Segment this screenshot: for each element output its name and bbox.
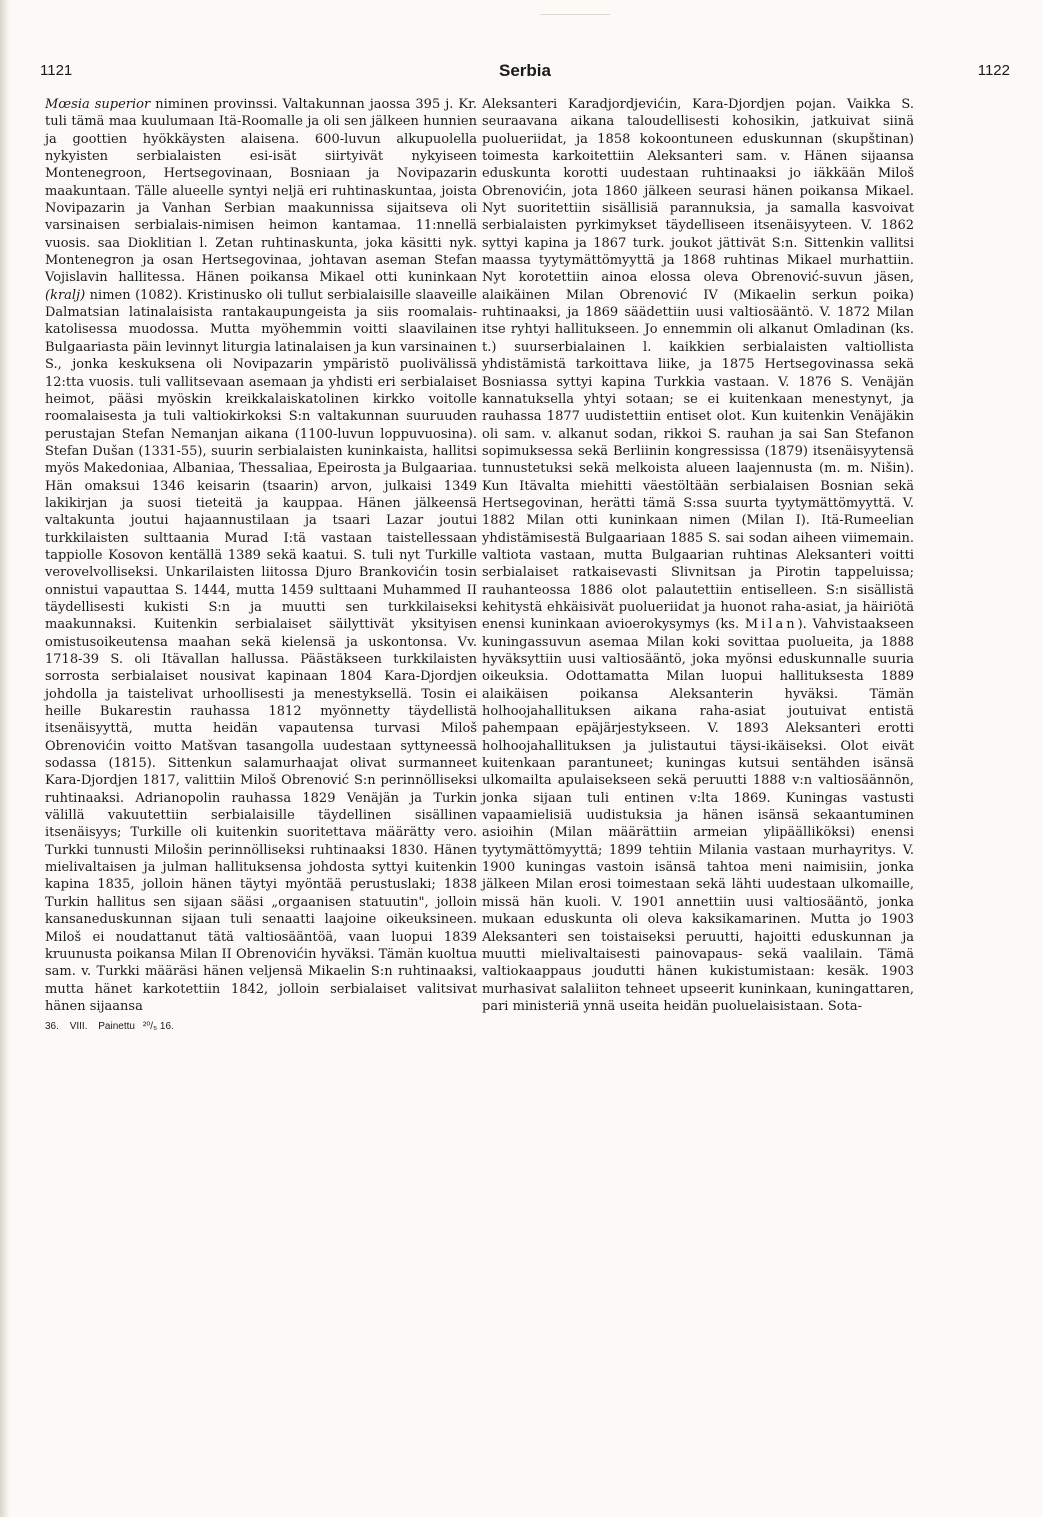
milan-cross-reference: Milan [744, 617, 798, 633]
left-column [45, 96, 477, 1034]
print-footer [45, 1020, 477, 1034]
running-title: Serbia [499, 61, 551, 80]
left-text-part-2: nimen (1082). Kristinusko oli tullut serbialaisille slaaveille Dalmatsian latinalaisista rantakaupungeista ja siis roomalais-katolisessa muodossa. Mutta myöhemmin voitti slaavilainen Bulgaariasta päin levinnyt liturgia latinalaisen ja kun varsinainen S., jonka keskuksena oli Novipazarin ympäristö puolivälissä 12:tta vuosis. tuli vallitsevaan asemaan ja yhdisti eri serbialaiset heimot, pääsi myöskin kreikkalaiskatolinen kirkko voitolle roomalaisesta ja tuli valtiokirkoksi S:n valtakunnan suuruuden perustajan Stefan Nemanjan aikana (1100-luvun loppuvuosina). Stefan Dušan (1331-55), suurin serbialaisten kuninkaista, hallitsi myös Makedoniaa, Albaniaa, Thessaliaa, Epeirosta ja Bulgaariaa. Hän omaksui 1346 keisarin (tsaarin) arvon, julkaisi 1349 lakikirjan ja suosi tieteitä ja kauppaa. Hänen jälkeensä valtakunta joutui hajaannustilaan ja tsaari Lazar joutui turkkilaisten sulttaania Murad I:tä vastaan taistellessaan tappiolle Kosovon kentällä 1389 sekä kaatui. S. tuli nyt Turkille verovelvolliseksi. Unkarilaisten liitossa Djuro Brankovićin tosin onnistui vapauttaa S. 1444, mutta 1459 sulttaani Muhammed II täydellisesti kukisti S:n ja muutti sen turkkilaiseksi maakunnaksi. Kuitenkin serbialaiset säilyttivät yksityisen omistusoikeutensa maahan sekä kielensä ja uskontonsa. Vv. 1718-39 S. oli Itävallan hallussa. Päästäkseen turkkilaisten sorrosta serbialaiset nousivat kapinaan 1804 Kara-Djordjen johdolla ja taistelivat urhoollisesti ja menestyksellä. Tosin ei heille Bukarestin rauhassa 1812 myönnetty täydellistä itsenäisyyttä, mutta heidän vapautensa turvasi Miloš Obrenovićin voitto Matšvan tasangolla uudestaan syttyneessä sodassa (1815). Sittenkun salamurhaajat olivat surmanneet Kara-Djordjen 1817, valittiin Miloš Obrenović S:n perinnölliseksi ruhtinaaksi. Adrianopolin rauhassa 1829 Venäjän ja Turkin välillä vakuutettiin serbialaisille täydellinen sisällinen itsenäisyys; Turkille oli kuitenkin suoritettava määrätty vero. Turkki tunnusti Milošin perinnölliseksi ruhtinaaksi 1830. Hänen mielivaltaisen ja julman hallituksensa johdosta syttyi kuitenkin kapina 1835, jolloin hänen täytyi myöntää perustuslaki; 1838 Turkin hallitus sen sijaan sääsi „orgaanisen statuutin", jolloin kansaneduskunnan sijaan tuli senaatti laajoine oikeuksineen. Miloš ei noudattanut tätä valtiosääntöä, vaan luopui 1839 kruunusta poikansa Milan II Obrenovićin hyväksi. Tämän kuoltua sam. v. Turkki määräsi hänen veljensä Mikaelin S:n ruhtinaaksi, mutta hänet karkotettiin 1842, jolloin serbialaiset valitsivat hänen sijaansa [45, 287, 477, 1014]
volume-number: VIII. [69, 1021, 88, 1033]
printed-label: Painettu [98, 1021, 135, 1033]
right-page-number: 1122 [977, 62, 1010, 79]
sheet-number: 36. [45, 1021, 59, 1033]
latin-province-name: Mœsia superior [45, 97, 151, 112]
left-text-part-1: niminen provinssi. Valtakunnan jaossa 395 j. Kr. tuli tämä maa kuulumaan Itä-Roomalle ja oli sen jälkeen hunnien ja goottien hyökkäysten alaisena. 600-luvun alkupuolella nykyisten serbialaisten esi-isät siirtyivät nykyiseen Montenegroon, Hertsegovinaan, Bosniaan ja Novipazarin maakuntaan. Tälle alueelle syntyi neljä eri ruhtinaskuntaa, joista Novipazarin ja Vanhan Serbian maakunnissa sijaitseva oli varsinaisen serbialais-nimisen heimon kantamaa. 11:nnellä vuosis. saa Dioklitian l. Zetan ruhtinaskunta, joka käsitti nyk. Montenegron ja osan Hertsegovinaa, johtavan aseman Stefan Vojislavin hallitessa. Hänen poikansa Mikael otti kuninkaan [45, 97, 477, 286]
left-page-number: 1121 [40, 62, 73, 79]
right-column [482, 96, 914, 1015]
page-header [40, 62, 1010, 86]
scan-mark [540, 14, 610, 15]
left-column-paragraph [45, 96, 477, 1015]
binding-edge [0, 0, 10, 1517]
kralj-term: (kralj) [45, 287, 86, 303]
printed-date: ²⁰/₅ 16. [142, 1021, 174, 1033]
right-text-part-1: Aleksanteri Karadjordjevićin, Kara-Djordjen pojan. Vaikka S. seuraavana aikana taloudellisesti kohosikin, jatkuivat siinä puolueriidat, ja 1858 kokoontuneen eduskunnan (skupštinan) toimesta karkoitettiin Aleksanteri sam. v. Hänen sijaansa eduskunta korotti uudestaan ruhtinaaksi jo iäkkään Miloš Obrenovićin, jota 1860 jälkeen seurasi hänen poikansa Mikael. Nyt suoritettiin sisällisiä parannuksia, ja samalla kasvoivat serbialaisten pyrkimykset täydelliseen itsenäisyyteen. V. 1862 syttyi kapina ja 1867 turk. joukot jättivät S:n. Sittenkin vallitsi maassa tyytymättömyyttä ja 1868 ruhtinas Mikael murhattiin. Nyt korotettiin ainoa elossa oleva Obrenović-suvun jäsen, alaikäinen Milan Obrenović IV (Mikaelin serkun poika) ruhtinaaksi, ja 1869 säädettiin uusi valtiosääntö. V. 1872 Milan itse ryhtyi hallitukseen. Jo ennemmin oli alkanut Omladinan (ks. t.) suurserbialainen l. kaikkien serbialaisten valtiollista yhdistämistä tarkoittava liike, ja 1875 Hertsegovinassa sekä Bosniassa syttyi kapina Turkkia vastaan. V. 1876 S. Venäjän kannatuksella yhtyi sotaan; se ei kuitenkaan menestynyt, ja rauhassa 1877 uudistettiin entiset olot. Kun kuitenkin Venäjäkin oli sam. v. alkanut sodan, rikkoi S. rauhan ja sai San Stefanon sopimuksessa sekä Berliinin kongressissa (1879) itsenäisyytensä tunnustetuksi sekä melkoista alueen laajennusta (m. m. Nišin). Kun Itävalta miehitti väestöltään serbialaisen Bosnian sekä Hertsegovinan, herätti tämä S:ssa suurta tyytymättömyyttä. V. 1882 Milan otti kuninkaan nimen (Milan I). Itä-Rumeelian yhdistämisestä Bulgaariaan 1885 S. sai sodan aiheen viimemain. valtiota vastaan, mutta Bulgaarian ruhtinas Aleksanteri voitti serbialaiset ratkaisevasti Slivnitsan ja Pirotin tappeluissa; rauhanteossa 1886 olot palautettiin entiselleen. S:n sisällistä kehitystä ehkäisivät puolueriidat ja huonot raha-asiat, ja häiriötä enensi kuninkaan avioerokysymys (ks. [482, 97, 914, 633]
right-column-paragraph [482, 96, 914, 1015]
right-text-part-2: ). Vahvistaakseen kuningassuvun asemaa Milan koki sovittaa puolueita, ja 1888 hyväksyttiin uusi valtiosääntö, joka myönsi eduskunnalle suuria oikeuksia. Odottamatta Milan luopui hallituksesta 1889 alaikäisen poikansa Aleksanterin hyväksi. Tämän holhoojahallituksen aikana raha-asiat joutuivat entistä pahempaan epäjärjestykseen. V. 1893 Aleksanteri erotti holhoojahallituksen ja julistautui täysi-ikäiseksi. Olot eivät kuitenkaan parantuneet; kuningas kutsui sentähden isänsä ulkomailta apulaisekseen sekä peruutti 1888 v:n valtiosäännön, jonka sijaan tuli entinen v:lta 1869. Kuningas vastusti vapaamielisiä uudistuksia ja hänen isänsä sekaantuminen asioihin (Milan määrättiin armeian ylipäälliköksi) enensi tyytymättömyyttä; 1899 tehtiin Milania vastaan murhayritys. V. 1900 kuningas vastoin isänsä tahtoa meni naimisiin, jonka jälkeen Milan erosi toimestaan sekä lähti uudestaan ulkomaille, missä hän kuoli. V. 1901 annettiin uusi valtiosääntö, jonka mukaan eduskunta oli oleva kaksikamarinen. Mutta jo 1903 Aleksanteri sen toistaiseksi peruutti, hajoitti eduskunnan ja muutti mielivaltaisesti painovapaus- sekä vaalilain. Tämä valtiokaappaus joudutti hänen kukistumistaan: kesäk. 1903 murhasivat salaliiton tehneet upseerit kuninkaan, kuningattaren, pari ministeriä ynnä useita heidän puoluelaisistaan. Sota- [482, 617, 914, 1014]
